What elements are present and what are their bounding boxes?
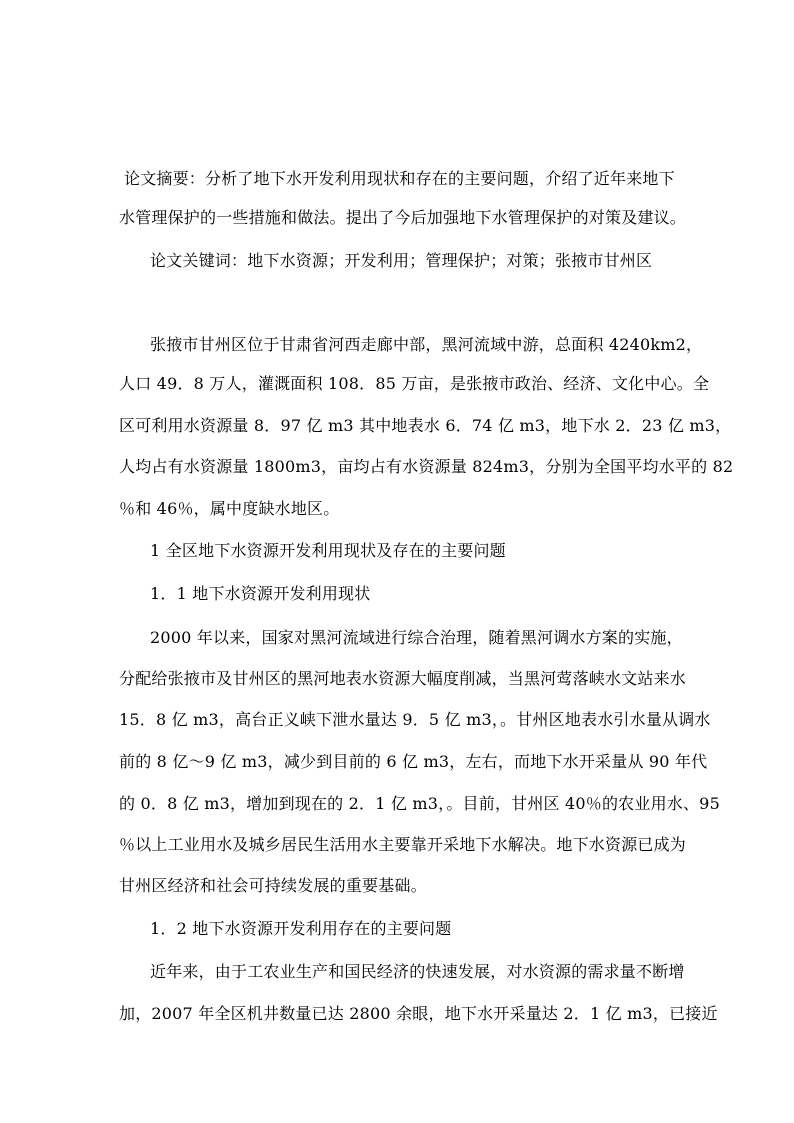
- intro-line-2: 人口 49．8 万人，灌溉面积 108．85 万亩，是张掖市政治、经济、文化中心。全: [119, 374, 710, 393]
- abstract-line-1: 论文摘要：分析了地下水开发利用现状和存在的主要问题，介绍了近年来地下: [124, 169, 675, 188]
- section-1-1-line-6: ％以上工业用水及城乡居民生活用水主要靠开采地下水解决。地下水资源已成为: [119, 835, 687, 854]
- section-1-1-line-5: 的 0．8 亿 m3，增加到现在的 2．1 亿 m3，。目前，甘州区 40％的农业用水、95: [119, 794, 720, 813]
- section-1-2-line-1: 近年来，由于工农业生产和国民经济的快速发展，对水资源的需求量不断增: [150, 962, 685, 981]
- intro-line-1: 张掖市甘州区位于甘肃省河西走廊中部，黑河流域中游，总面积 4240km2，: [150, 335, 703, 354]
- section-1-1-line-3: 15．8 亿 m3，高台正义峡下泄水量达 9．5 亿 m3，。甘州区地表水引水量从调水: [119, 710, 711, 729]
- section-1-1-line-4: 前的 8 亿～9 亿 m3，减少到目前的 6 亿 m3，左右，而地下水开采量从 90 年代: [119, 752, 708, 771]
- intro-line-3: 区可利用水资源量 8．97 亿 m3 其中地表水 6．74 亿 m3，地下水 2．23 亿 m3，: [119, 416, 732, 435]
- section-1-heading: 1 全区地下水资源开发利用现状及存在的主要问题: [150, 541, 506, 560]
- section-1-1-heading: 1．1 地下水资源开发利用现状: [150, 584, 371, 603]
- section-1-2-heading: 1．2 地下水资源开发利用存在的主要问题: [150, 919, 452, 938]
- keywords-line: 论文关键词：地下水资源；开发利用；管理保护；对策；张掖市甘州区: [150, 251, 653, 270]
- abstract-line-2: 水管理保护的一些措施和做法。提出了今后加强地下水管理保护的对策及建议。: [119, 208, 687, 227]
- section-1-1-line-1: 2000 年以来，国家对黑河流域进行综合治理，随着黑河调水方案的实施，: [150, 628, 683, 647]
- section-1-2-line-2: 加，2007 年全区机井数量已达 2800 余眼，地下水开采量达 2．1 亿 m3，已接近: [119, 1004, 718, 1023]
- intro-line-4: 人均占有水资源量 1800m3，亩均占有水资源量 824m3，分别为全国平均水平的 82: [119, 457, 734, 476]
- section-1-1-line-7: 甘州区经济和社会可持续发展的重要基础。: [119, 876, 427, 895]
- intro-line-5: ％和 46％，属中度缺水地区。: [119, 499, 340, 518]
- section-1-1-line-2: 分配给张掖市及甘州区的黑河地表水资源大幅度削减，当黑河莺落峡水文站来水: [119, 669, 687, 688]
